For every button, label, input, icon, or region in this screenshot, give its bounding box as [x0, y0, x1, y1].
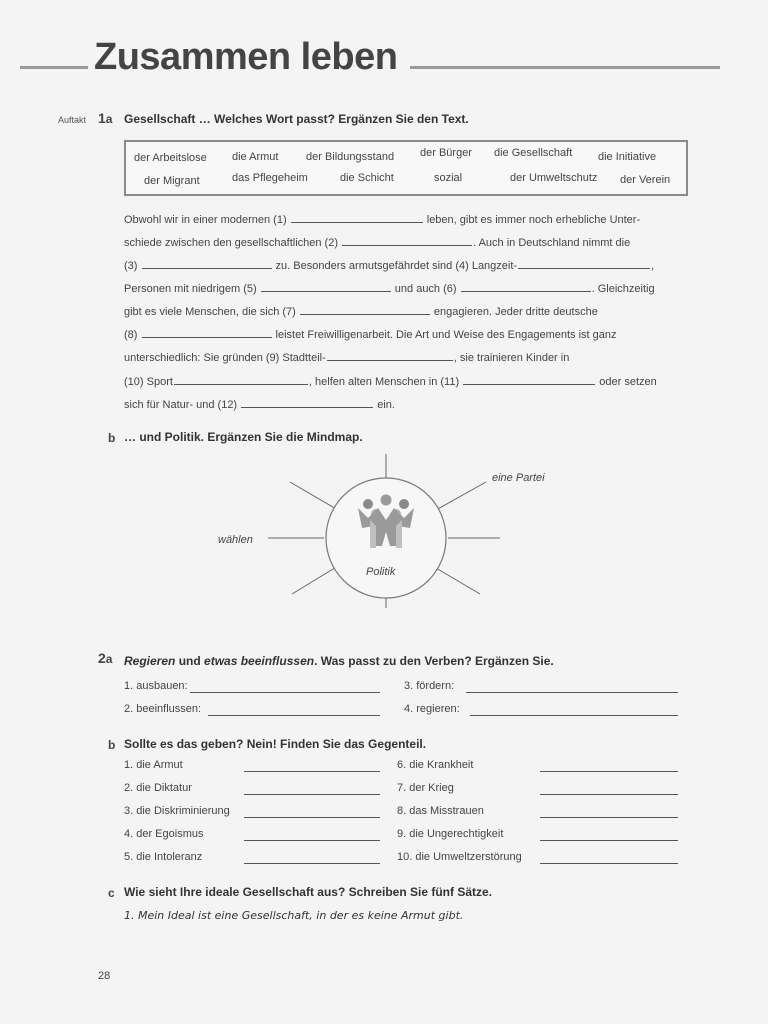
text-line [124, 374, 657, 388]
answer-line[interactable] [244, 794, 380, 795]
exercise-sub: c [108, 886, 115, 900]
text-segment: , helfen alten Menschen in (11) [308, 376, 463, 388]
answer-line[interactable] [540, 863, 678, 864]
mindmap-label-top-right: eine Partei [492, 472, 545, 484]
text-segment: und auch (6) [391, 283, 460, 295]
text-line [124, 327, 617, 341]
answer-line[interactable] [208, 715, 380, 716]
noun-item: 8. das Misstrauen [397, 805, 484, 817]
mindmap-spoke [292, 566, 338, 594]
exercise-sub: a [105, 652, 113, 666]
blank-8[interactable] [142, 327, 272, 338]
text-segment: engagieren. Jeder dritte deutsche [430, 306, 598, 318]
noun-item: 6. die Krankheit [397, 759, 474, 771]
blank-1[interactable] [291, 212, 423, 223]
text-segment: schiede zwischen den gesellschaftlichen (2) [124, 237, 342, 249]
text-segment: gibt es viele Menschen, die sich (7) [124, 306, 299, 318]
exercise-1a-heading: Gesellschaft … Welches Wort passt? Ergänzen Sie den Text. [124, 112, 469, 126]
text-segment: oder setzen [596, 376, 657, 388]
text-line [124, 212, 640, 226]
noun-item: 10. die Umweltzerstörung [397, 851, 522, 863]
answer-line[interactable] [244, 771, 380, 772]
exercise-1b-number [108, 429, 115, 445]
noun-item: 7. der Krieg [397, 782, 454, 794]
page-title-bar [20, 36, 720, 86]
noun-item: 3. die Diskriminierung [124, 805, 230, 817]
exercise-sub: a [105, 112, 113, 126]
text-segment: , [651, 260, 655, 272]
exercise-sub: b [108, 431, 116, 445]
text-segment: (8) [124, 329, 141, 341]
noun-item: 9. die Ungerechtigkeit [397, 828, 504, 840]
text-line [124, 304, 598, 318]
text-segment: sich für Natur- und (12) [124, 399, 241, 411]
blank-11[interactable] [463, 374, 595, 385]
word-item: der Arbeitslose [134, 152, 207, 164]
text-line [124, 258, 654, 272]
answer-line[interactable] [540, 840, 678, 841]
noun-item: 2. die Diktatur [124, 782, 192, 794]
word-item: die Gesellschaft [494, 147, 573, 159]
title-rule-left [20, 66, 88, 69]
heading-italic: Regieren [124, 654, 176, 668]
text-segment: Obwohl wir in einer modernen (1) [124, 214, 290, 226]
text-line [124, 235, 630, 249]
exercise-2c-heading: Wie sieht Ihre ideale Gesellschaft aus? Schreiben Sie fünf Sätze. [124, 885, 493, 899]
verb-item: 4. regieren: [404, 703, 460, 715]
text-segment: . Gleichzeitig [591, 283, 655, 295]
text-line [124, 350, 569, 364]
example-sentence: 1. Mein Ideal ist eine Gesellschaft, in der es keine Armut gibt. [124, 909, 464, 922]
answer-line[interactable] [540, 817, 678, 818]
heading-text: . Was passt zu den Verben? Ergänzen Sie. [314, 654, 554, 668]
exercise-number: 2 [98, 650, 106, 666]
text-segment: leben, gibt es immer noch erhebliche Unter- [423, 214, 641, 226]
exercise-1a-number [98, 110, 112, 126]
mindmap-label-left: wählen [218, 534, 253, 546]
answer-line[interactable] [190, 692, 380, 693]
noun-item: 5. die Intoleranz [124, 851, 203, 863]
section-label: Auftakt [58, 115, 87, 125]
blank-5[interactable] [261, 281, 391, 292]
heading-text: und [175, 654, 205, 668]
blank-12[interactable] [241, 397, 373, 408]
word-item: die Schicht [340, 172, 394, 184]
title-rule-right [410, 66, 720, 69]
blank-3[interactable] [142, 258, 272, 269]
mindmap-spoke [290, 482, 338, 510]
word-item: der Umweltschutz [510, 172, 598, 184]
word-item: die Armut [232, 151, 279, 163]
exercise-2c-number [108, 884, 115, 900]
answer-line[interactable] [470, 715, 678, 716]
answer-line[interactable] [244, 863, 380, 864]
blank-2[interactable] [342, 235, 472, 246]
exercise-2b-heading: Sollte es das geben? Nein! Finden Sie das Gegenteil. [124, 737, 427, 751]
mindmap-spoke [436, 482, 486, 510]
blank-10[interactable] [174, 374, 308, 385]
blank-9[interactable] [327, 350, 453, 361]
answer-line[interactable] [540, 794, 678, 795]
text-segment: zu. Besonders armutsgefährdet sind (4) Langzeit- [272, 260, 518, 272]
noun-item: 4. der Egoismus [124, 828, 204, 840]
heading-italic: etwas beeinflussen [204, 654, 315, 668]
answer-line[interactable] [244, 840, 380, 841]
exercise-2a-heading [124, 654, 554, 668]
word-item: der Bürger [420, 147, 472, 159]
word-item: der Migrant [144, 175, 200, 187]
page-title: Zusammen leben [94, 36, 398, 78]
text-segment: leistet Freiwilligenarbeit. Die Art und Weise des Engagements ist ganz [272, 329, 617, 341]
text-segment: (10) Sport [124, 376, 173, 388]
mindmap [218, 448, 560, 608]
answer-line[interactable] [466, 692, 678, 693]
blank-4[interactable] [518, 258, 650, 269]
text-segment: (3) [124, 260, 141, 272]
word-item: das Pflegeheim [232, 172, 308, 184]
verb-item: 2. beeinflussen: [124, 703, 202, 715]
text-line [124, 397, 395, 411]
mindmap-center-label: Politik [366, 566, 396, 578]
text-segment: Personen mit niedrigem (5) [124, 283, 260, 295]
text-segment: , sie trainieren Kinder in [453, 352, 570, 364]
word-item: der Bildungsstand [306, 151, 395, 163]
word-item: der Verein [620, 174, 671, 186]
text-line [124, 281, 655, 295]
verb-item: 3. fördern: [404, 680, 455, 692]
page-number: 28 [98, 970, 111, 982]
word-item: sozial [434, 172, 463, 184]
blank-7[interactable] [300, 304, 430, 315]
exercise-number: 1 [98, 110, 106, 126]
answer-line[interactable] [540, 771, 678, 772]
blank-6[interactable] [461, 281, 591, 292]
text-segment: unterschiedlich: Sie gründen (9) Stadtteil- [124, 352, 326, 364]
noun-item: 1. die Armut [124, 759, 183, 771]
exercise-2b-number [108, 736, 115, 752]
text-segment: . Auch in Deutschland nimmt die [473, 237, 631, 249]
mindmap-spoke [436, 568, 480, 594]
word-box [124, 140, 688, 196]
verb-item: 1. ausbauen: [124, 680, 188, 692]
text-segment: ein. [374, 399, 395, 411]
exercise-sub: b [108, 738, 116, 752]
answer-line[interactable] [244, 817, 380, 818]
exercise-2a-number [98, 650, 112, 666]
exercise-1b-heading: … und Politik. Ergänzen Sie die Mindmap. [124, 430, 363, 444]
word-item: die Initiative [598, 151, 657, 163]
